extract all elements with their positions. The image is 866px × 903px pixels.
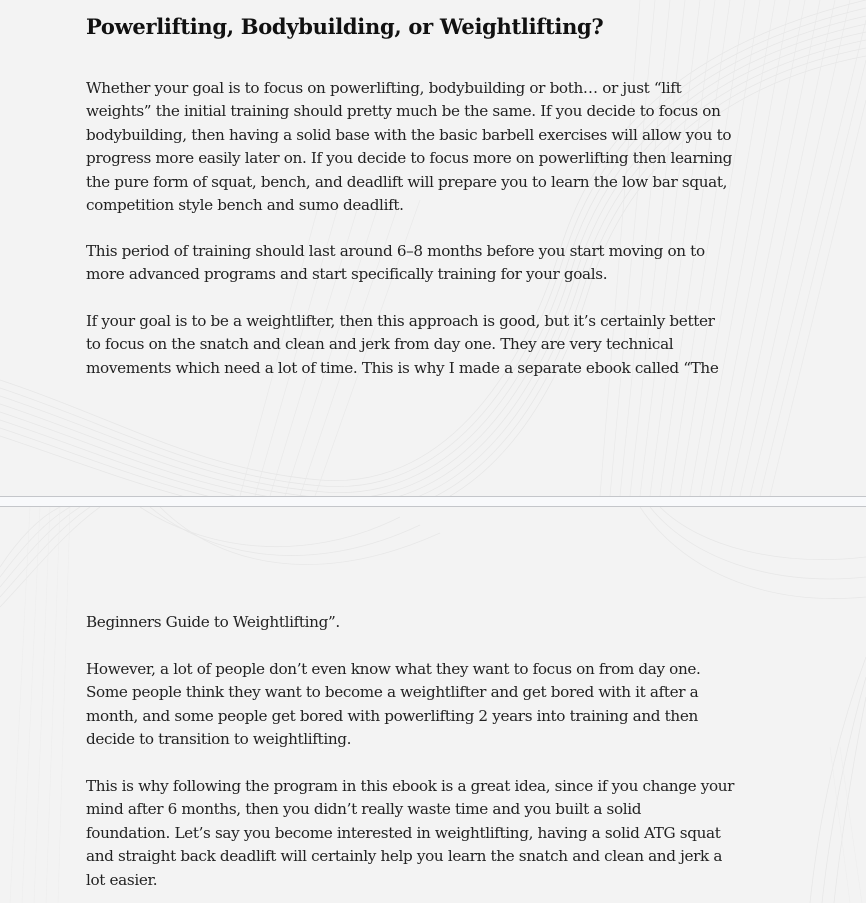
text-line: This is why following the program in this ebook is a great idea, since if you change your	[86, 777, 735, 795]
page-break	[0, 497, 866, 506]
text-line: foundation. Let’s say you become interested in weightlifting, having a solid ATG squat	[86, 823, 721, 842]
text-line: Beginners Guide to Weightlifting”.	[86, 613, 340, 631]
text-line: to focus on the snatch and clean and jerk from day one. They are very technical	[86, 335, 674, 354]
section-heading: Powerlifting, Bodybuilding, or Weightlifting?	[86, 14, 604, 39]
text-line: bodybuilding, then having a solid base with the basic barbell exercises will allow you to	[86, 125, 732, 144]
text-line: However, a lot of people don’t even know what they want to focus on from day one.	[86, 660, 701, 678]
text-line: progress more easily later on. If you decide to focus more on powerlifting then learning	[86, 149, 733, 168]
paragraph-program-benefits	[86, 775, 786, 892]
paragraph-guide-title	[86, 611, 786, 634]
text-line: the pure form of squat, bench, and deadlift will prepare you to learn the low bar squat,	[86, 172, 728, 191]
text-line: weights” the initial training should pretty much be the same. If you decide to focus on	[86, 102, 721, 121]
text-line: lot easier.	[86, 870, 158, 889]
paragraph-training-period	[86, 240, 786, 287]
paragraph-weightlifter	[86, 310, 786, 380]
text-line: movements which need a lot of time. This is why I made a separate ebook called “The	[86, 358, 719, 377]
text-line: This period of training should last around 6–8 months before you start moving on to	[86, 242, 705, 260]
text-line: decide to transition to weightlifting.	[86, 730, 352, 749]
text-line: If your goal is to be a weightlifter, then this approach is good, but it’s certainly better	[86, 312, 715, 330]
paragraph-goals	[86, 77, 786, 217]
text-line: Some people think they want to become a weightlifter and get bored with it after a	[86, 683, 699, 702]
paragraph-uncertainty	[86, 658, 786, 752]
text-line: competition style bench and sumo deadlift.	[86, 195, 404, 214]
text-line: mind after 6 months, then you didn’t really waste time and you built a solid	[86, 800, 642, 819]
text-line: Whether your goal is to focus on powerlifting, bodybuilding or both… or just “lift	[86, 79, 682, 97]
text-line: and straight back deadlift will certainly help you learn the snatch and clean and jerk a	[86, 847, 723, 866]
document-page-2	[0, 506, 866, 903]
text-line: more advanced programs and start specifically training for your goals.	[86, 265, 608, 284]
text-line: month, and some people get bored with powerlifting 2 years into training and then	[86, 706, 698, 725]
